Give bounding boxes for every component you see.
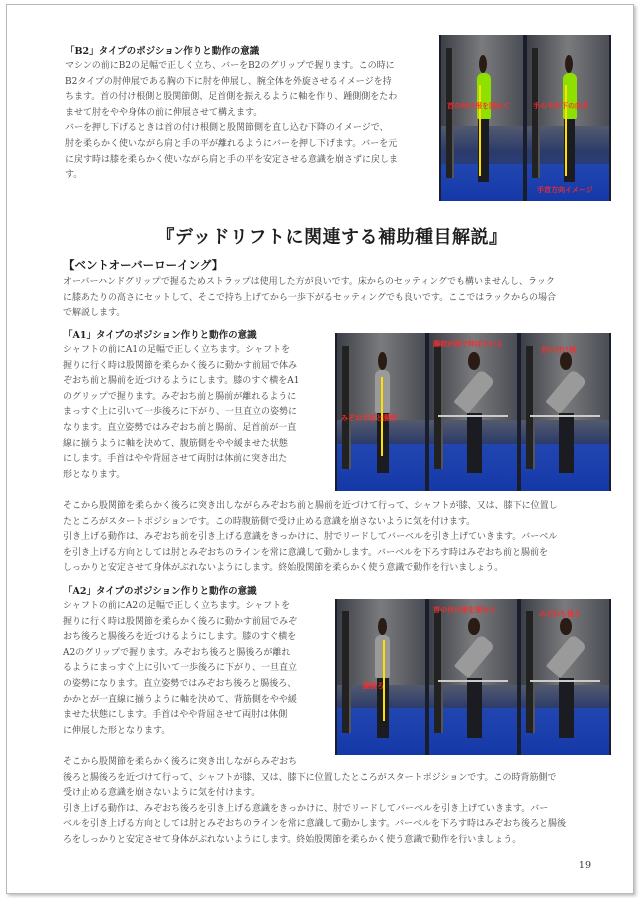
text-line: す。 <box>65 170 83 181</box>
text-line: シャフトの前にA2の足幅で正しく立ちます。シャフトを <box>63 601 291 611</box>
b2-photo-2 <box>527 35 609 201</box>
photo-label: 首の付け根を固めて <box>447 102 510 110</box>
a2-photo-1 <box>337 599 425 755</box>
text-line: おち後ろと腸後ろを近づけるようにします。膝のすぐ横を <box>63 632 297 643</box>
text-line: 受け止める意識を崩さないように気を付けます。 <box>63 788 261 799</box>
photo-label: 首の付け根を固める <box>433 606 496 614</box>
text-line: バーを押し下げるときは首の付け根側と股関節側を直し込む下降のイメージで、 <box>65 123 389 134</box>
page-number: 19 <box>578 860 591 871</box>
a1-photo-3 <box>521 333 609 491</box>
a1-photo-2 <box>429 333 517 491</box>
a2-photos <box>335 599 611 755</box>
intro-paragraph <box>63 275 611 322</box>
text-line: まっすぐ上に引いて一歩後ろに下がり、一旦直立の姿勢に <box>63 407 298 418</box>
text-line: ちます。首の付け根側と股関節側、足首側を振えるように軸を作り、踵側側をたわ <box>65 92 398 103</box>
b2-heading: 「B2」タイプのポジション作りと動作の意識 <box>65 46 260 57</box>
b2-photos <box>439 35 611 201</box>
photo-label: みぞおち後ろ <box>539 610 581 618</box>
text-line: たところがスタートポジションです。この時腹筋側で受け止める意識を崩さないように気を付けます。 <box>63 516 476 527</box>
a2-paragraph-wide <box>63 755 611 849</box>
photo-label: 手の平が下の向き <box>533 102 589 110</box>
text-line: A2のグリップで握ります。みぞおち後ろと腸後ろが離れ <box>63 647 291 658</box>
text-line: シャフトの前にA1の足幅で正しく立ちます。シャフトを <box>63 345 291 355</box>
text-line: マシンの前にB2の足幅で正しく立ち、バーをB2のグリップで握ります。この時に <box>65 61 395 71</box>
text-line: そこから股関節を柔らかく後ろに突き出しながらみぞおち前と腸前を近づけて行って、シャフトが膝、又は、膝下に位置し <box>63 501 558 511</box>
a1-photos <box>335 333 611 491</box>
section-title: 『デッドリフトに関連する補助種目解説』 <box>156 227 508 248</box>
text-line: 引き上げる動作は、みぞおち後ろを引き上げる意識をきっかけに、肘でリードしてバーベルを引き上げていきます。バー <box>63 803 549 814</box>
text-line: に戻す時は膝を柔らかく使いながら肩と手の平を安定させる意識を崩さずに戻しま <box>65 154 399 165</box>
text-line: に膝あたりの高さにセットして、そこで持ち上げてから一歩下がるセッティングでも良いです。ここではラックからの場合 <box>63 292 557 303</box>
text-line: のグリップで握ります。みぞおち前と腸前が離れるように <box>63 391 297 402</box>
b2-paragraph <box>65 59 439 184</box>
a2-paragraph <box>63 599 333 739</box>
text-line: オーバーハンドグリップで握るためストラップは使用した方が良いです。床からのセッティングでも構いませんし、ラック <box>63 277 555 287</box>
a2-photo-3 <box>521 599 609 755</box>
text-line: しっかりと安定させて身体がぶれないようにします。終始股関節を柔らかく使う意識で動作を行いましょう。 <box>63 563 504 574</box>
text-line: ろをしっかりと安定させて身体がぶれないようにします。終始股関節を柔らかく使う意識で動作を行いましょう。 <box>63 834 522 845</box>
text-line: で解説します。 <box>63 308 126 319</box>
photo-label: 腸後ろ <box>363 682 384 690</box>
photo-label: 手首方向イメージ <box>537 186 593 194</box>
text-line: 形となります。 <box>63 469 126 480</box>
photo-label: みぞおち前と腸前 <box>341 414 397 422</box>
photo-label: 腸前が前で伸ばされる <box>433 340 503 348</box>
a1-heading: 「A1」タイプのポジション作りと動作の意識 <box>63 330 257 341</box>
text-line: を引き上げる方向としては肘とみぞおちのラインを常に意識して動かします。バーベルを下ろす時はみぞおち前と腸前を <box>63 547 549 558</box>
a1-photo-1 <box>337 333 425 491</box>
text-line: 後ろと腸後ろを近づけて行って、シャフトが膝、又は、膝下に位置したところがスタートポジションです。この時背筋側で <box>63 772 557 783</box>
text-line: ぞおち前と腸前を近づけるようにします。膝のすぐ横をA1 <box>63 376 300 387</box>
text-line: そこから股関節を柔らかく後ろに突き出しながらみぞおち <box>63 757 298 767</box>
photo-label: 首の付け根 <box>541 346 576 354</box>
text-line: 線に揃うように軸を決めて、腹筋側をやや緩ませた状態 <box>63 438 288 449</box>
a1-paragraph <box>63 343 333 483</box>
a2-photo-2 <box>429 599 517 755</box>
text-line: かかとが一直線に揃うように軸を決めて、背筋側をやや緩 <box>63 694 297 705</box>
a2-heading: 「A2」タイプのポジション作りと動作の意識 <box>63 586 257 597</box>
text-line: 握りに行く時は股関節を柔らかく後ろに動かす前屈で体み <box>63 360 298 371</box>
a1-paragraph-wide <box>63 499 611 577</box>
text-line: 引き上げる動作は、みぞおち前を引き上げる意識をきっかけに、肘でリードしてバーベルを引き上げていきます。バーベル <box>63 532 558 543</box>
text-line: るようにまっすぐ上に引いて一歩後ろに下がり、一旦直立 <box>63 663 298 674</box>
text-line: ませて肘をやや身体の前に伸展させて構えます。 <box>65 107 263 118</box>
text-line: にします。手首はやや背屈させて両肘は体前に突き出た <box>63 454 288 465</box>
text-line: B2タイプの肘伸展である胸の下に肘を伸展し、腕全体を外旋させるイメージを持 <box>65 76 392 87</box>
text-line: ませた状態にします。手首はやや背屈させて両肘は体側 <box>63 710 288 721</box>
text-line: ベルを引き上げる方向としては肘とみぞおちのラインを常に意識して動かします。バーベルを下ろす時はみぞおち後ろと腸後 <box>63 819 567 830</box>
text-line: の姿勢になります。直立姿勢ではみぞおち後ろと腸後ろ、 <box>63 678 297 689</box>
text-line: 握りに行く時は股関節を柔らかく後ろに動かす前屈でみぞ <box>63 616 298 627</box>
text-line: なります。直立姿勢ではみぞおち前と腸前、足首前が一直 <box>63 422 297 433</box>
exercise-title: 【ベントオーバーローイング】 <box>63 258 224 272</box>
b2-photo-1 <box>441 35 523 201</box>
document-page <box>6 4 634 894</box>
text-line: に伸展した形となります。 <box>63 725 171 736</box>
text-line: 肘を柔らかく使いながら肩と手の平が離れるようにバーを押し下げます。バーを元 <box>65 138 398 149</box>
